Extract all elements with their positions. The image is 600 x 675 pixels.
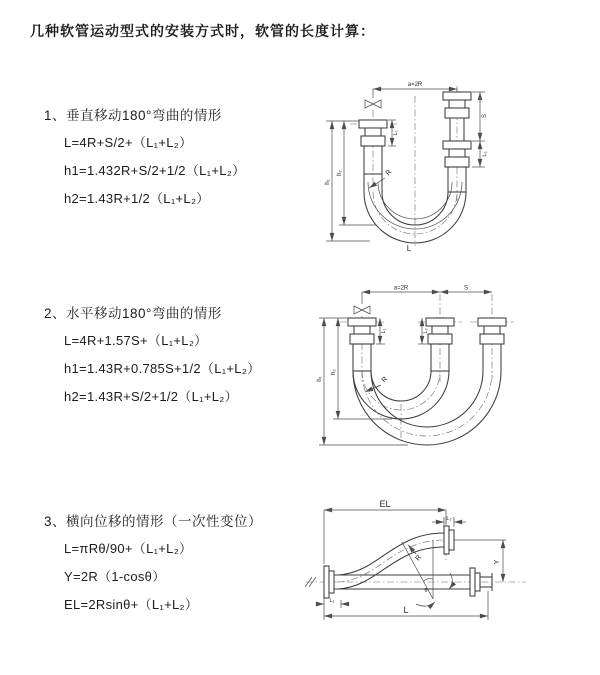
dim-label-l2: L₂ bbox=[446, 516, 452, 522]
dim-label-length: L bbox=[403, 605, 409, 615]
right-flange bbox=[470, 568, 492, 596]
section-2-formula-L: L=4R+1.57S+（L₁+L₂） bbox=[64, 333, 208, 348]
section-3-formula-EL: EL=2Rsinθ+（L₁+L₂） bbox=[64, 597, 199, 612]
section-3-formula-Y: Y=2R（1-cosθ） bbox=[64, 569, 166, 584]
upper-pipe-end-dimension bbox=[432, 516, 466, 527]
section-1-heading: 1、垂直移动180°弯曲的情形 bbox=[44, 108, 222, 123]
diagram-lateral-displacement bbox=[298, 496, 598, 656]
dim-label-h1: h₁ bbox=[325, 179, 331, 185]
section-3-heading: 3、横向位移的情形（一次性变位） bbox=[44, 514, 263, 529]
length-dimension bbox=[324, 591, 488, 620]
dim-label-s: S bbox=[463, 285, 469, 292]
diagram-horizontal-180-bend bbox=[312, 284, 596, 450]
valve-icon bbox=[354, 306, 370, 314]
section-1-formula-L: L=4R+S/2+（L₁+L₂） bbox=[64, 135, 193, 150]
dim-label-l2: L₂ bbox=[482, 151, 488, 157]
dim-label-l1: L₁ bbox=[381, 328, 387, 334]
dim-label-r: R bbox=[384, 168, 394, 178]
diagram-vertical-180-bend bbox=[312, 74, 580, 256]
section-1-formula-h2: h2=1.43R+1/2（L₁+L₂） bbox=[64, 191, 210, 206]
dim-label-s: S bbox=[482, 113, 488, 119]
dim-label-h1: h₁ bbox=[317, 376, 323, 382]
lower-pipe-end-dimension bbox=[316, 598, 349, 608]
dim-label-span: a=2R bbox=[407, 82, 423, 88]
section-2-formula-h1: h1=1.43R+0.785S+1/2（L₁+L₂） bbox=[64, 361, 261, 376]
displaced-hose-curve bbox=[338, 533, 444, 589]
section-1-formula-h1: h1=1.432R+S/2+1/2（L₁+L₂） bbox=[64, 163, 246, 178]
stroke-dimension bbox=[472, 92, 488, 167]
centerlines bbox=[306, 518, 526, 582]
upper-flange bbox=[444, 526, 454, 554]
dim-label-l1: L₁ bbox=[393, 130, 399, 136]
dim-label-r: R bbox=[380, 375, 390, 385]
section-3-formula-L: L=πRθ/90+（L₁+L₂） bbox=[64, 541, 193, 556]
span-and-stroke-dimensions bbox=[362, 286, 492, 305]
offset-dimension bbox=[494, 540, 503, 582]
dim-label-l1: L₁ bbox=[329, 598, 335, 604]
hose-u-bends bbox=[353, 371, 501, 445]
section-2-formula-h2: h2=1.43R+S/2+1/2（L₁+L₂） bbox=[64, 389, 238, 404]
dim-label-el: EL bbox=[379, 499, 391, 509]
page-title: 几种软管运动型式的安装方式时，软管的长度计算： bbox=[30, 23, 375, 39]
section-2-heading: 2、水平移动180°弯曲的情形 bbox=[44, 306, 222, 321]
centerlines bbox=[340, 294, 514, 438]
dim-label-length: L bbox=[406, 244, 412, 253]
left-flange bbox=[324, 566, 334, 598]
radius-callout bbox=[369, 169, 393, 188]
dim-label-y: Y bbox=[494, 559, 501, 565]
valve-icon bbox=[365, 100, 381, 108]
dim-label-r: R bbox=[414, 553, 424, 563]
dim-label-l2: L₂ bbox=[423, 328, 429, 334]
dim-label-theta: θ bbox=[424, 588, 428, 594]
dim-label-span: a=2R bbox=[393, 285, 409, 292]
dim-label-h2: h₂ bbox=[331, 369, 337, 375]
centerlines bbox=[350, 86, 457, 246]
dim-label-h2: h₂ bbox=[337, 170, 343, 176]
